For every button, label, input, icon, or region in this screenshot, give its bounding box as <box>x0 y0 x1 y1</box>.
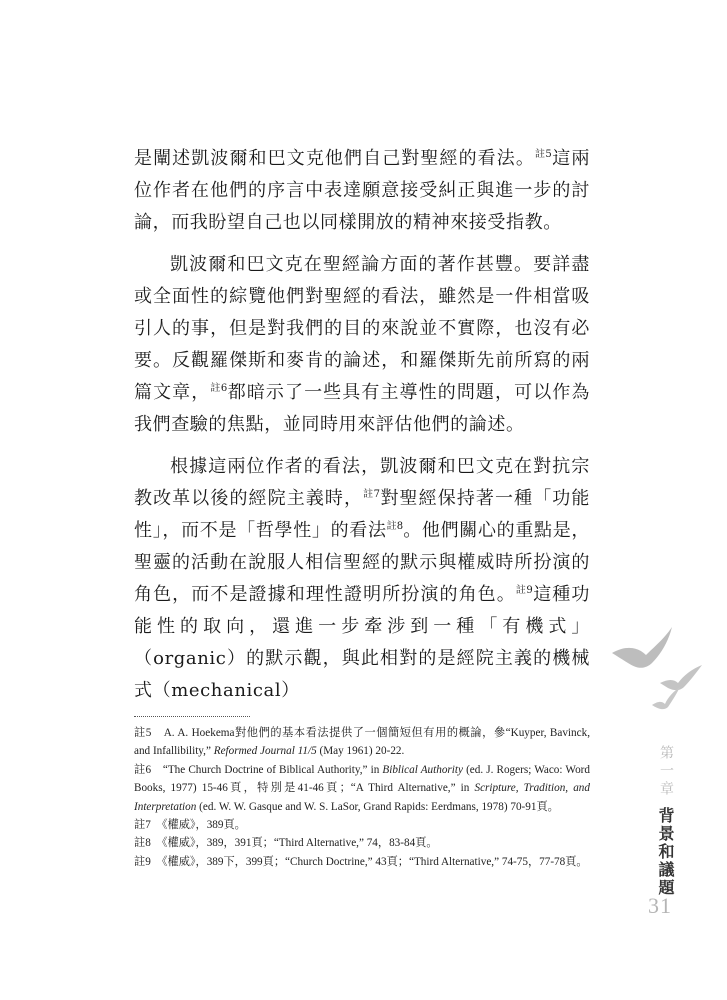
text-run: 這種功能性的取向，還進一步牽涉到一種「有機式」（organic）的默示觀，與此相對的是經院主義的機械式（mechanical） <box>134 584 590 701</box>
text-run: (May 1961) 20-22. <box>316 745 405 758</box>
bird-medium-icon <box>660 665 702 690</box>
bird-small-icon <box>652 687 680 709</box>
text-run: 註7 《權威》，389頁。 <box>134 819 246 832</box>
footnote-ref: 註9 <box>515 585 533 596</box>
footnote-ref: 註8 <box>386 521 404 532</box>
footnote-ref: 註5 <box>534 149 552 160</box>
footnote-ref: 註6 <box>210 383 228 394</box>
footnote-ref: 註7 <box>363 489 380 500</box>
section-title: 背景和議題 <box>656 807 675 897</box>
footnote <box>134 724 590 761</box>
paragraph <box>134 249 590 441</box>
text-run: 。他們關心的重點是，聖靈的活動在說服人相信聖經的默示與權威時所扮演的角色，而不是證據和理性證明所扮演的角色。 <box>134 520 590 605</box>
italic-title: Reformed Journal 11/5 <box>213 745 317 758</box>
text-run: 根據這兩位作者的看法，凱波爾和巴文克在對抗宗教改革以後的經院主義時， <box>134 456 590 509</box>
text-run: 是闡述凱波爾和巴文克他們自己對聖經的看法。 <box>134 148 535 169</box>
text-run: (ed. J. Rogers; Waco: Word Books, 1977) 15-46頁，特別是41-46頁；“A Third Alternative,” in <box>134 763 590 795</box>
footnote-divider <box>134 716 250 717</box>
italic-title: Biblical Authority <box>382 763 463 776</box>
paragraph <box>134 143 590 239</box>
bird-large-icon <box>612 627 672 668</box>
text-run: 註6 “The Church Doctrine of Biblical Authority,” in <box>134 763 383 776</box>
flying-birds-icon <box>608 625 720 715</box>
chapter-label: 第一章 <box>658 745 674 799</box>
footnote <box>134 834 590 852</box>
italic-title: Scripture, Tradition, and Interpretation <box>134 782 590 813</box>
footnote <box>134 816 590 834</box>
text-run: 這兩位作者在他們的序言中表達願意接受糾正與進一步的討論，而我盼望自己也以同樣開放的精神來接受指教。 <box>134 148 590 233</box>
text-run: 對聖經保持著一種「功能性」，而不是「哲學性」的看法 <box>134 488 590 541</box>
text-run: 註8 《權威》，389，391頁；“Third Alternative,” 74，83-84頁。 <box>134 837 438 850</box>
chapter-sidebar <box>640 745 700 925</box>
text-run: (ed. W. W. Gasque and W. S. LaSor, Grand Rapids: Eerdmans, 1978) 70-91頁。 <box>196 800 559 813</box>
footnote <box>134 853 590 871</box>
paragraph <box>134 451 590 707</box>
footnotes <box>134 724 590 871</box>
text-run: 凱波爾和巴文克在聖經論方面的著作甚豐。要詳盡或全面性的綜覽他們對聖經的看法，雖然是一件相當吸引人的事，但是對我們的目的來說並不實際，也沒有必要。反觀羅傑斯和麥肯的論述，和羅傑斯先前所寫的兩篇文章， <box>134 254 590 403</box>
text-run: 都暗示了一些具有主導性的問題，可以作為我們查驗的焦點，並同時用來評估他們的論述。 <box>134 382 590 435</box>
footnote <box>134 761 590 816</box>
text-run: 註5 A. A. Hoekema對他們的基本看法提供了一個簡短但有用的概論，參“Kuyper, Bavinck, and Infallibility,” <box>134 727 590 758</box>
text-run: 註9 《權威》，389下，399頁；“Church Doctrine,” 43頁；“Third Alternative,” 74-75，77-78頁。 <box>134 855 588 868</box>
page-number: 31 <box>648 893 672 918</box>
body-text <box>134 143 590 717</box>
